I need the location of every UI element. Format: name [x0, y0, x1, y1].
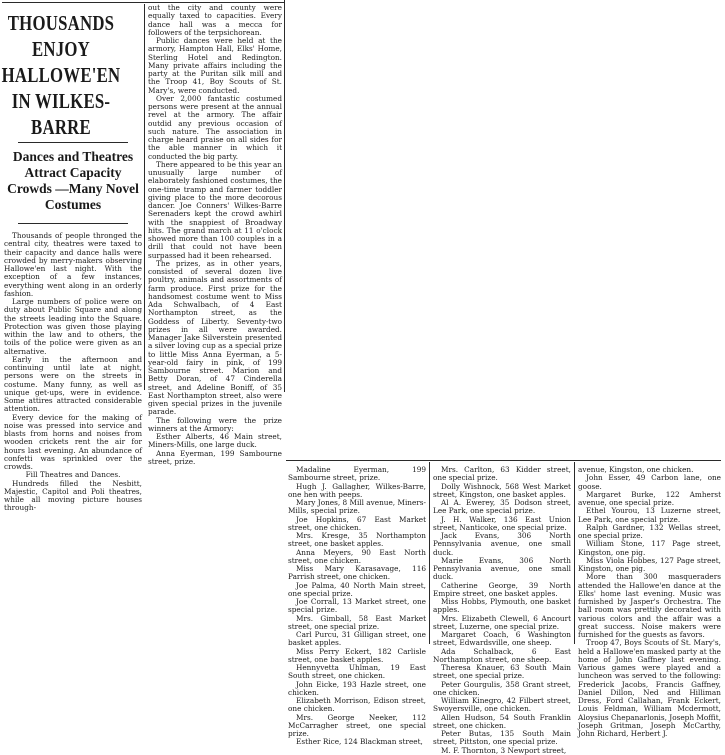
paragraph: Anna Eyerman, 199 Sambourne street, prize. [148, 448, 282, 466]
list-item: Mrs. Carlton, 63 Kidder street, one special prize. [433, 465, 571, 483]
list-item: M. F. Thornton, 3 Newport street, [441, 745, 567, 755]
list-item: Peter Gourgulis, 358 Grant street, one chicken. [433, 679, 571, 697]
list-item: Ada Schalback, 6 East Northampton street, one sheep. [433, 646, 571, 664]
list-item: Joe Palma, 40 North Main street, one special prize. [288, 580, 426, 598]
list-item: Hugh J. Gallagher, Wilkes-Barre, one hen with peeps. [288, 481, 426, 499]
list-item: Joe Hopkins, 67 East Market street, one chicken. [288, 514, 426, 532]
paragraph: The following were the prize winners at the Armory: [148, 415, 282, 433]
column-divider [429, 462, 430, 644]
headline-main: THOUSANDS ENJOY HALLOWE'EN IN WILKES-BARRE [1, 11, 121, 139]
list-item: Mrs. Gimball, 58 East Market street, one special prize. [288, 613, 426, 631]
list-item: Margaret Burke, 122 Amherst avenue, one special prize. [578, 489, 721, 507]
column-divider [284, 0, 285, 392]
deck-rule [18, 223, 128, 224]
list-item: Margaret Coach, 6 Washington street, Edwardsville, one sheep. [433, 630, 571, 648]
list-item: avenue, Kingston, one chicken. [578, 465, 694, 474]
list-item: Theresa Knauer, 63 South Main street, one special prize. [433, 663, 571, 681]
list-item: Carl Purcu, 31 Gilligan street, one basket apples. [288, 630, 426, 648]
paragraph: Large numbers of police were on duty about Public Square and along the streets leading into the Square. Protection was given those playing within the law and to others, the toils of the police were given as an alternative. [4, 297, 142, 356]
column-5 [578, 465, 721, 738]
list-item: Peter Butas, 135 South Main street, Pittston, one special prize. [433, 729, 571, 747]
list-item: Miss Perry Eckert, 182 Carlisle street, one basket apples. [288, 646, 426, 664]
list-item: Catherine George, 39 North Empire street, one basket apples. [433, 580, 571, 598]
column-4 [433, 465, 571, 755]
list-item: Mrs. George Neeker, 112 McCarragher street, one special prize. [288, 712, 426, 738]
list-item: Ralph Gardner, 132 Wellas street, one special prize. [578, 522, 721, 540]
list-item: William Kinegro, 42 Filbert street, Swoyersville, one chicken. [433, 696, 571, 714]
list-item: Dolly Wishnock, 568 West Market street, Kingston, one basket apples. [433, 481, 571, 499]
paragraph: The prizes, as in other years, consisted of several dozen live poultry, animals and assortments of farm produce. First prize for the handsomest costume went to Miss Ada Schwalbach, of 4 East Northampton street, as the Goddess of Liberty. Seventy-two prizes in all were awarded. Manager Jake Silverstein presented a silver loving cup as a special prize to little Miss Anna Eyerman, a 5-year-old fairy in pink, of 199 Sambourne street. Marion and Betty Doran, of 47 Cinderella street, and Adeline Boniff, of 35 East Northampton street, also were given special prizes in the juvenile parade. [148, 258, 282, 417]
list-item: William Stone, 117 Page street, Kingston, one pig. [578, 539, 721, 557]
paragraph: Thousands of people thronged the central city, theatres were taxed to their capacity and dance halls were crowded by merry-makers observing Hallowe'en last night. With the exception of a few instances, everything went along in an orderly fashion. [4, 231, 142, 298]
headline-rule [18, 142, 128, 143]
list-item: Mrs. Elizabeth Clewell, 6 Ancourt street, Luzerne, one special prize. [433, 613, 571, 631]
list-item: Miss Mary Karasavage, 116 Parrish street, one chicken. [288, 564, 426, 582]
paragraph: More than 300 masqueraders attended the Hallowe'en dance at the Elks' home last evening. Music was furnished by Jasper's Orchestra. The ball room was prettily decorated with various colors and the affair was a great success. Noise makers were furnished for the guests as favors. [578, 572, 721, 639]
paragraph: out the city and county were equally taxed to capacities. Every dance hall was a mecca for followers of the terpsichorean. [148, 3, 282, 37]
lower-top-border [286, 460, 721, 461]
list-item: Mary Jones, 8 Mill avenue, Miners-Mills, special prize. [288, 498, 426, 516]
column-divider [144, 4, 145, 390]
list-item: Marie Evans, 306 North Pennsylvania avenue, one small duck. [433, 555, 571, 582]
list-item: Miss Viola Hobbes, 127 Page street, Kingston, one pig. [578, 555, 721, 573]
column-1 [1, 8, 142, 513]
list-item: Joe Corrall, 13 Market street, one special prize. [288, 597, 426, 615]
column-2 [148, 3, 282, 466]
paragraph: Every device for the making of noise was pressed into service and blasts from horns and noises from wooden crickets rent the air for hours last evening. An abundance of confetti was sprinkled over the crowds. [4, 412, 142, 471]
paragraph: Hundreds filled the Nesbitt, Majestic, Capitol and Poli theatres, while all moving picture houses through- [4, 478, 142, 513]
list-item: Ethel Yourou, 13 Luzerne street, Lee Park, one special prize. [578, 506, 721, 524]
column-divider [574, 462, 575, 644]
list-item: Mrs. Kresge, 35 Northampton street, one basket apples. [288, 531, 426, 549]
list-item: Jack Evans, 306 North Pennsylvania avenue, one small duck. [433, 531, 571, 557]
list-item: Madaline Eyerman, 199 Sambourne street, prize. [288, 465, 426, 483]
paragraph: Troop 47, Boys Scouts of St. Mary's, held a Hallowe'en masked party at the home of John Gaffney last evening. Various games were played and a luncheon was served to the following: Frederick Jacobs, Francis Gaffney, Daniel Dillon, Ned and Hilliman Dress, Ford Callahan, Frank Eckert, Louis Feldman, William Mcdermott, Aloysius Chepanarlonis, Joseph Moffit, Joseph Gritman, Joseph McCarthy, John Richard, Herbert J. [578, 638, 721, 738]
list-item: Al A. Ewerey, 35 Dodson street, Lee Park, one special prize. [433, 498, 571, 516]
paragraph: Over 2,000 fantastic costumed persons were present at the annual revel at the armory. The affair outdid any previous occasion of such nature. The association in charge heard praise on all sides for the able manner in which it conducted the big party. [148, 93, 282, 161]
list-item: Anna Meyers, 90 East North street, one chicken. [288, 547, 426, 565]
subheading: Fill Theatres and Dances. [25, 470, 121, 480]
list-item: Esther Rice, 124 Blackman street, [296, 737, 423, 747]
paragraph: Esther Alberts, 46 Main street, Miners-Mills, one large duck. [148, 432, 282, 450]
list-item: J. H. Walker, 136 East Union street, Nanticoke, one special prize. [433, 514, 571, 532]
list-item: Elizabeth Morrison, Edison street, one chicken. [288, 696, 426, 714]
list-item: Hennyvetta Uhlman, 19 East South street, one chicken. [288, 663, 426, 681]
headline-deck: Dances and Theatres Attract Capacity Crowds —Many Novel Costumes [7, 149, 139, 212]
paragraph: There appeared to be this year an unusually large number of elaborately fashioned costumes, the one-time tramp and farmer toddler giving place to the more decorous dancer. Joe Conners' Wilkes-Barre Serenaders kept the crowd awhirl with the snappiest of Broadway hits. The grand march at 11 o'clock showed more than 100 couples in a drill that could not have been surpassed had it been rehearsed. [148, 159, 282, 260]
list-item: Miss Hobbs, Plymouth, one basket apples. [433, 597, 571, 615]
paragraph: Early in the afternoon and continuing until late at night, persons were on the streets in costume. Many funny, as well as unique get-ups, were in evidence. Some attires attracted considerable attention. [4, 354, 142, 414]
paragraph: Public dances were held at the armory, Hampton Hall, Elks' Home, Sterling Hotel and Redington. Many private affairs including the party at the Puritan silk mill and the Troop 41, Boy Scouts of St. Mary's, were conducted. [148, 36, 282, 95]
list-item: John Esser, 49 Carbon lane, one goose. [578, 473, 721, 491]
list-item: John Eicke, 193 Hazle street, one chicken. [288, 679, 426, 697]
column-3 [288, 465, 426, 747]
list-item: Allen Hudson, 54 South Franklin street, one chicken. [433, 712, 571, 730]
